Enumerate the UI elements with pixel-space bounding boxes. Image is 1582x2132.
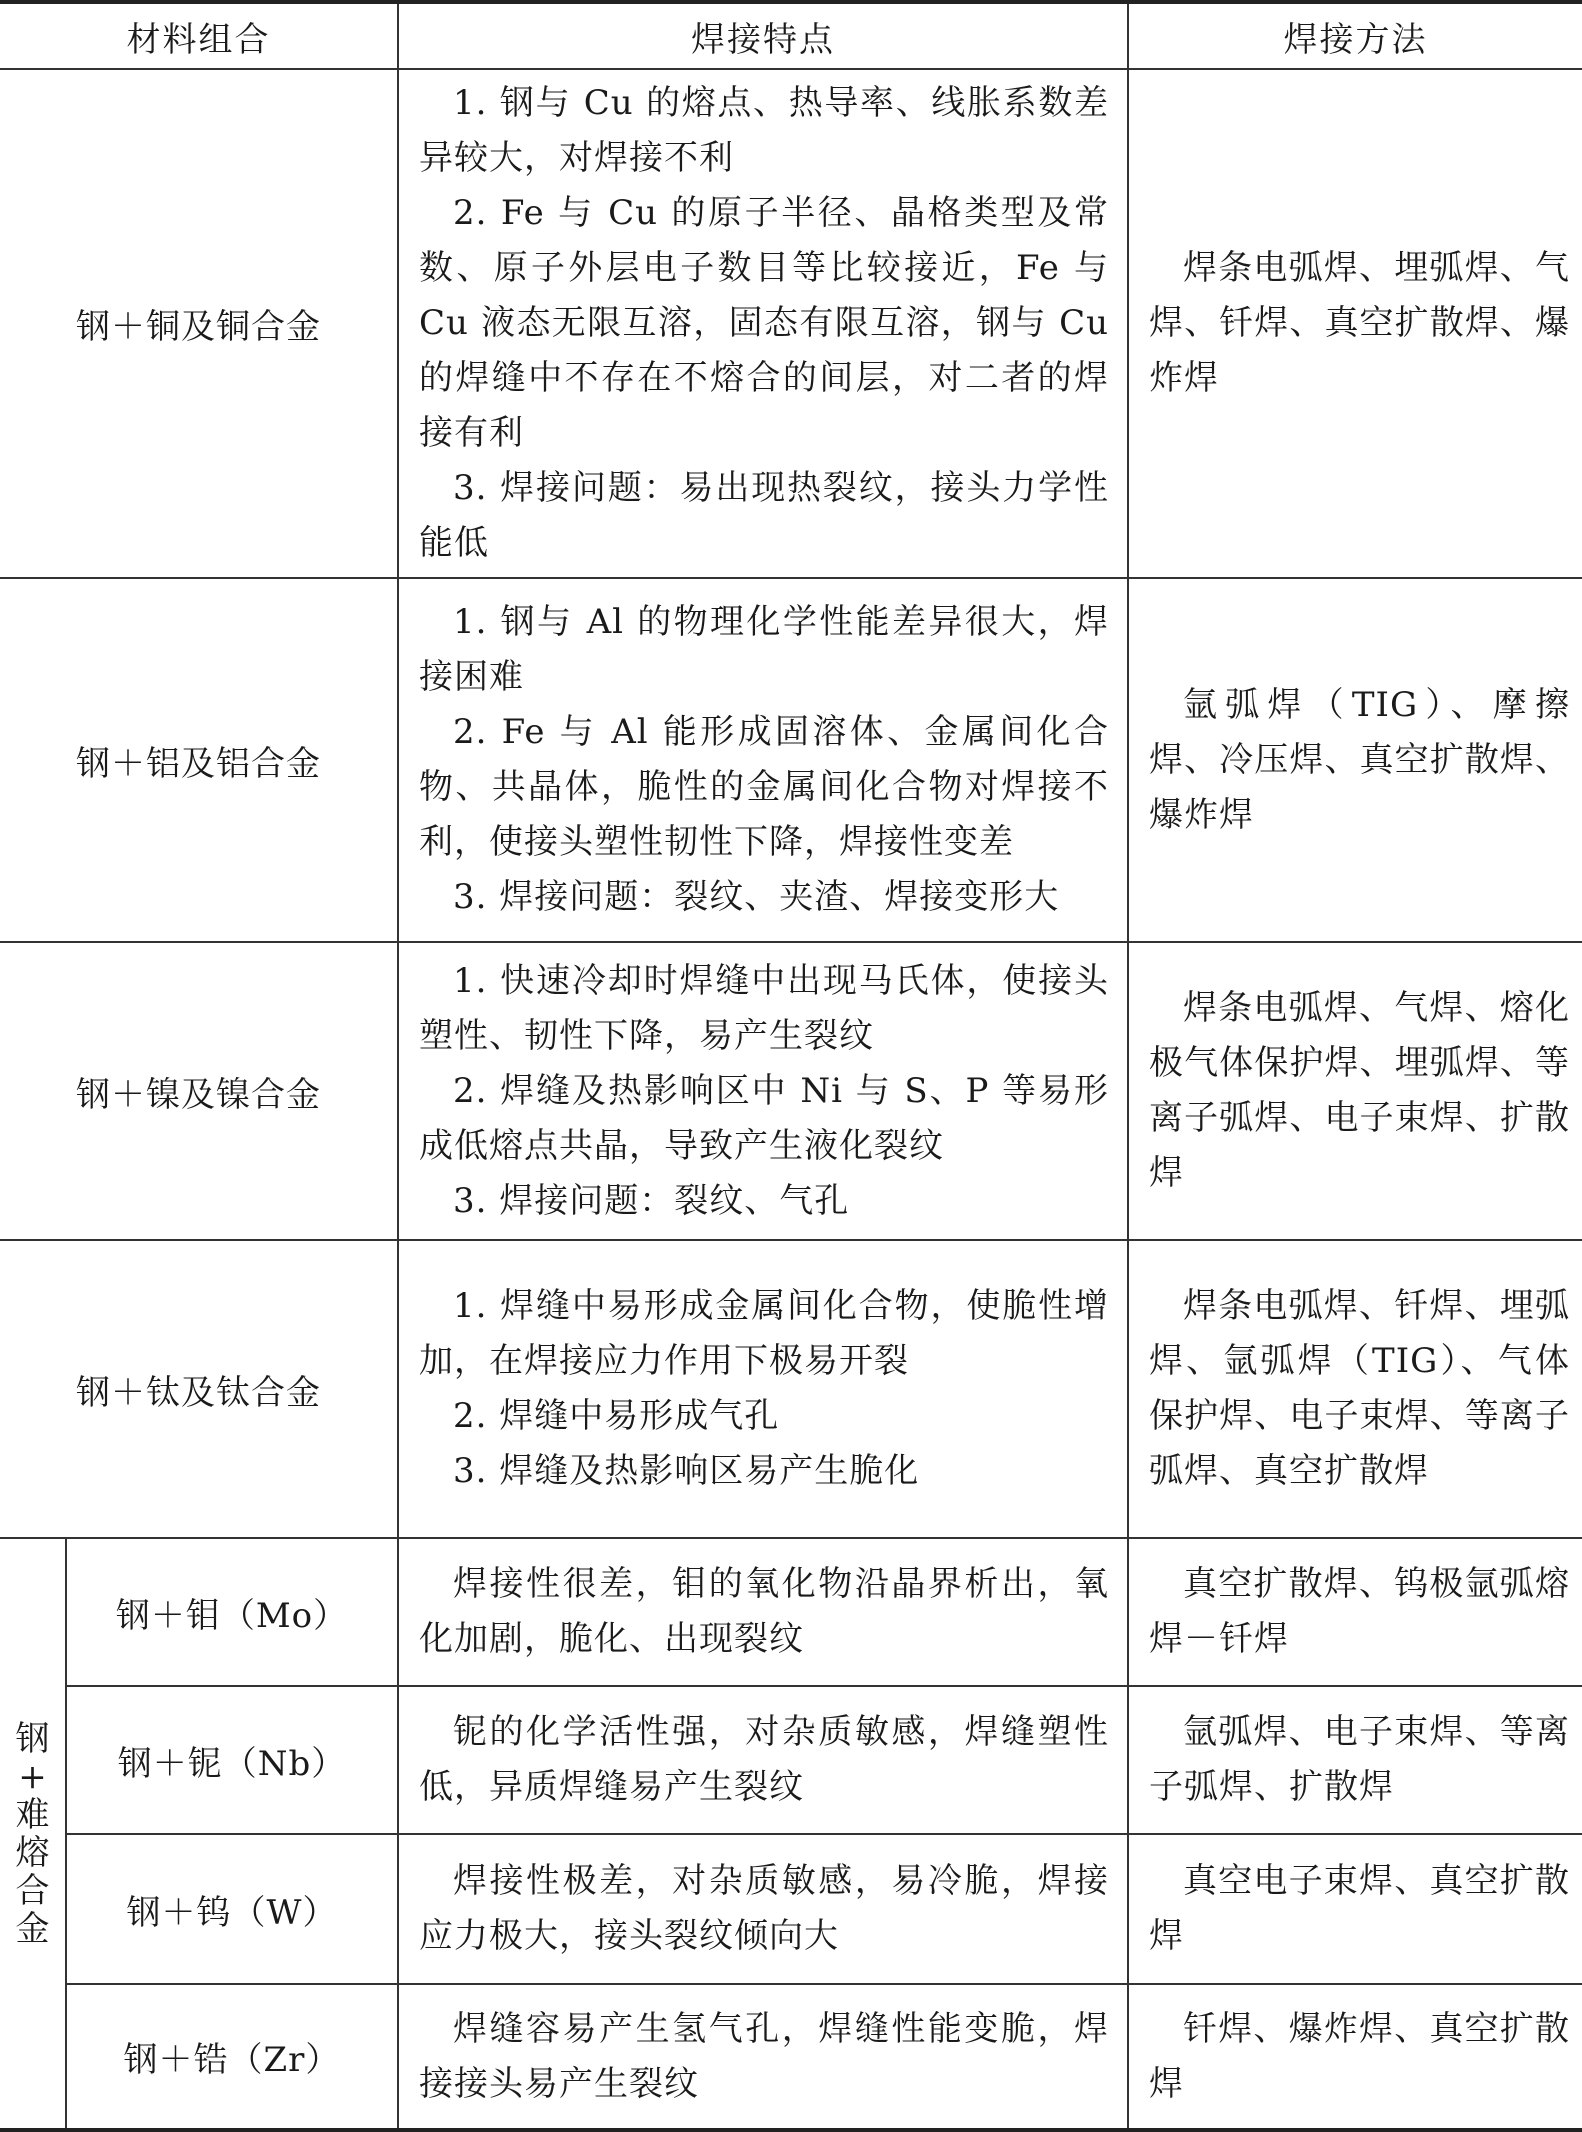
features-cell xyxy=(398,942,1128,1240)
methods-cell xyxy=(1128,942,1582,1240)
table-row xyxy=(0,1984,1582,2130)
methods-cell xyxy=(1128,1686,1582,1834)
header-row xyxy=(0,2,1582,69)
features-cell xyxy=(398,1686,1128,1834)
group-label-refractory xyxy=(0,1538,66,2130)
header-material: 材料组合 xyxy=(0,2,398,69)
material-cell: 钢＋铝及铝合金 xyxy=(0,578,398,942)
table-row xyxy=(0,1686,1582,1834)
features-cell xyxy=(398,1834,1128,1984)
table-row xyxy=(0,578,1582,942)
feature-item: 2. Fe 与 Al 能形成固溶体、金属间化合物、共晶体，脆性的金属间化合物对焊接不利，使接头塑性韧性下降，焊接性变差 xyxy=(419,712,1109,862)
header-features: 焊接特点 xyxy=(398,2,1128,69)
feature-item: 1. 钢与 Al 的物理化学性能差异很大，焊接困难 xyxy=(419,602,1109,697)
material-cell: 钢＋钼（Mo） xyxy=(66,1538,398,1686)
feature-item: 2. Fe 与 Cu 的原子半径、晶格类型及常数、原子外层电子数目等比较接近，Fe 与 Cu 液态无限互溶，固态有限互溶，钢与 Cu 的焊缝中不存在不熔合的间层，对二者的焊接有利 xyxy=(419,193,1109,453)
group-label-char: 金 xyxy=(15,1908,50,1949)
methods-text: 焊条电弧焊、气焊、熔化极气体保护焊、埋弧焊、等离子弧焊、电子束焊、扩散焊 xyxy=(1149,988,1570,1193)
table-row xyxy=(0,1240,1582,1538)
material-cell: 钢＋锆（Zr） xyxy=(66,1984,398,2130)
header-methods: 焊接方法 xyxy=(1128,2,1582,69)
methods-text: 真空电子束焊、真空扩散焊 xyxy=(1149,1861,1570,1956)
table-row xyxy=(0,1834,1582,1984)
methods-text: 氩弧焊、电子束焊、等离子弧焊、扩散焊 xyxy=(1149,1712,1570,1807)
group-label-char: + xyxy=(18,1756,47,1797)
material-cell: 钢＋铌（Nb） xyxy=(66,1686,398,1834)
features-cell xyxy=(398,1240,1128,1538)
methods-cell xyxy=(1128,1538,1582,1686)
methods-text: 氩弧焊（TIG）、摩擦焊、冷压焊、真空扩散焊、爆炸焊 xyxy=(1149,684,1570,835)
feature-item: 3. 焊接问题：易出现热裂纹，接头力学性能低 xyxy=(419,468,1109,563)
methods-cell xyxy=(1128,1984,1582,2130)
features-text: 焊接性很差，钼的氧化物沿晶界析出，氧化加剧，脆化、出现裂纹 xyxy=(419,1564,1109,1659)
features-cell xyxy=(398,69,1128,578)
material-cell: 钢＋钛及钛合金 xyxy=(0,1240,398,1538)
table-row xyxy=(0,1538,1582,1686)
group-label-char: 熔 xyxy=(15,1832,50,1873)
group-label-char: 难 xyxy=(15,1794,50,1835)
feature-item: 1. 焊缝中易形成金属间化合物，使脆性增加，在焊接应力作用下极易开裂 xyxy=(419,1286,1109,1381)
feature-item: 1. 钢与 Cu 的熔点、热导率、线胀系数差异较大，对焊接不利 xyxy=(419,83,1109,178)
features-text: 铌的化学活性强，对杂质敏感，焊缝塑性低，异质焊缝易产生裂纹 xyxy=(419,1712,1109,1807)
methods-text: 真空扩散焊、钨极氩弧熔焊－钎焊 xyxy=(1149,1564,1570,1659)
material-cell: 钢＋镍及镍合金 xyxy=(0,942,398,1240)
features-text: 焊接性极差，对杂质敏感，易冷脆，焊接应力极大，接头裂纹倾向大 xyxy=(419,1861,1109,1956)
methods-text: 焊条电弧焊、埋弧焊、气焊、钎焊、真空扩散焊、爆炸焊 xyxy=(1149,248,1570,398)
group-label-char: 合 xyxy=(15,1870,50,1911)
methods-text: 焊条电弧焊、钎焊、埋弧焊、氩弧焊（TIG）、气体保护焊、电子束焊、等离子弧焊、真空扩散焊 xyxy=(1149,1286,1570,1491)
feature-item: 1. 快速冷却时焊缝中出现马氏体，使接头塑性、韧性下降，易产生裂纹 xyxy=(419,960,1109,1056)
features-cell xyxy=(398,578,1128,942)
table-row xyxy=(0,69,1582,578)
methods-cell xyxy=(1128,1834,1582,1984)
features-cell xyxy=(398,1538,1128,1686)
methods-cell xyxy=(1128,1240,1582,1538)
material-cell: 钢＋钨（W） xyxy=(66,1834,398,1984)
material-cell: 钢＋铜及铜合金 xyxy=(0,69,398,578)
feature-item: 3. 焊接问题：裂纹、气孔 xyxy=(453,1180,850,1221)
group-label-char: 钢 xyxy=(15,1718,50,1759)
feature-item: 3. 焊缝及热影响区易产生脆化 xyxy=(453,1451,920,1491)
feature-item: 3. 焊接问题：裂纹、夹渣、焊接变形大 xyxy=(453,877,1060,917)
methods-text: 钎焊、爆炸焊、真空扩散焊 xyxy=(1149,2008,1570,2104)
table-row xyxy=(0,942,1582,1240)
feature-item: 2. 焊缝中易形成气孔 xyxy=(453,1396,780,1436)
feature-item: 2. 焊缝及热影响区中 Ni 与 S、P 等易形成低熔点共晶，导致产生液化裂纹 xyxy=(419,1070,1109,1166)
features-cell xyxy=(398,1984,1128,2130)
methods-cell xyxy=(1128,69,1582,578)
methods-cell xyxy=(1128,578,1582,942)
features-text: 焊缝容易产生氢气孔，焊缝性能变脆，焊接接头易产生裂纹 xyxy=(419,2008,1109,2104)
